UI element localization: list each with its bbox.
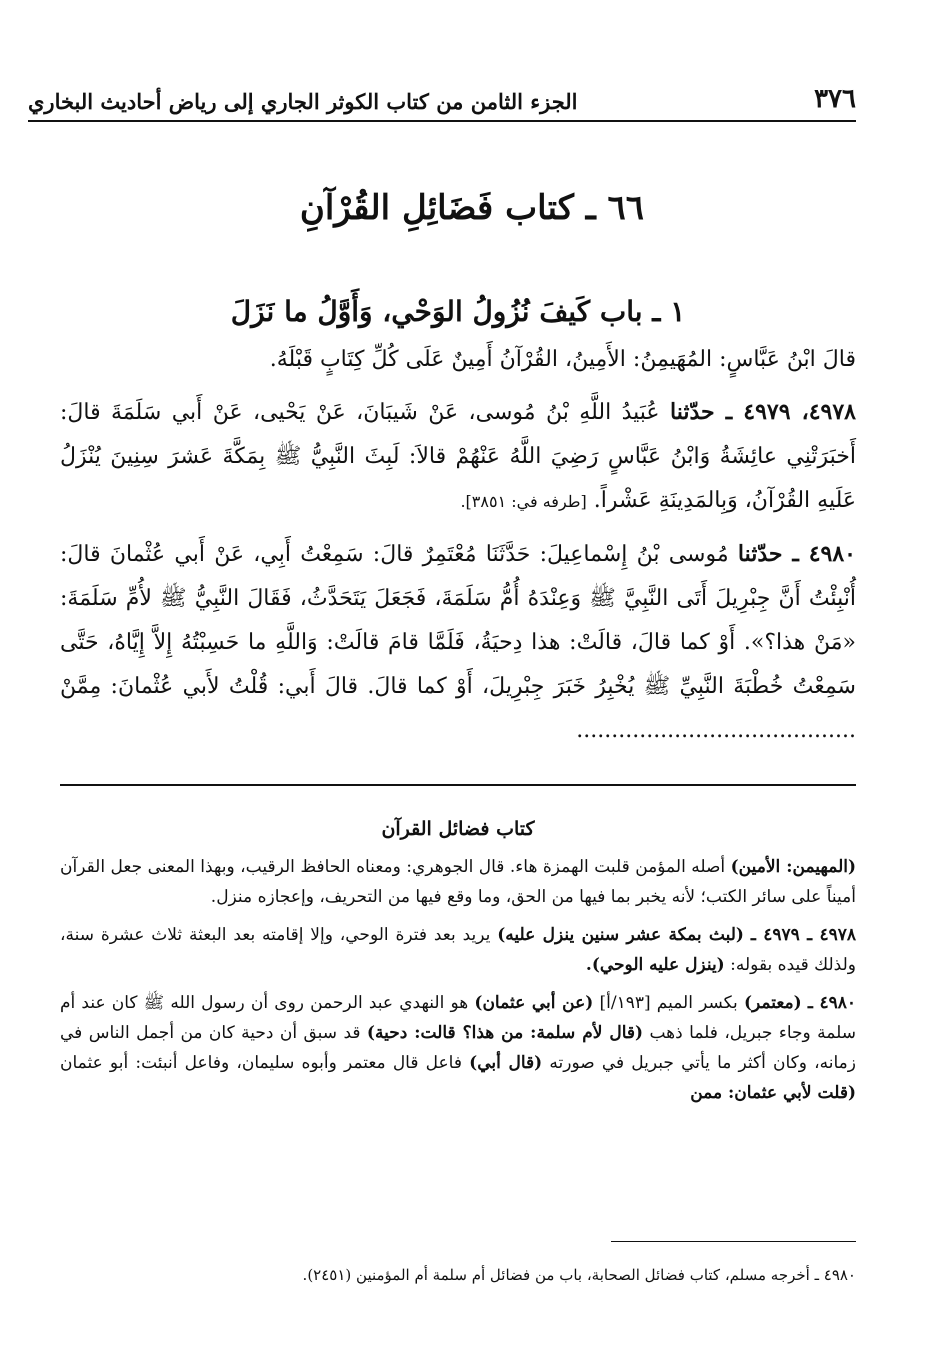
commentary-term: (المهيمن: الأمين) xyxy=(730,857,857,877)
commentary xyxy=(60,818,856,1108)
commentary-number: ٤٩٧٨ ـ ٤٩٧٩ ـ xyxy=(750,925,856,945)
commentary-text: فاعل قال معتمر وأبوه سليمان، وفاعل أنبئت: أبو عثمان xyxy=(60,1053,462,1073)
running-title: الجزء الثامن من كتاب الكوثر الجاري إلى رياض أحاديث البخاري xyxy=(28,89,578,114)
hadith-number: ٤٩٨٠ ـ حدّثنا xyxy=(737,541,856,567)
hadith-body: مُوسى بْنُ إِسْماعِيلَ: حَدَّثَنَا مُعْتَمِرٌ قالَ: سَمِعْتُ أَبِي، عَنْ أَبي عُثْمانَ قالَ: أُنْبِئْتُ أَنَّ جِبْرِيلَ أَتَى النَّبِيَّ ﷺ وَعِنْدَهُ أُمُّ سَلَمَةَ، فَجَعَلَ يَتَحَدَّثُ، فَقَالَ النَّبِيُّ ﷺ لأُمِّ سَلَمَةَ: «مَنْ هذا؟». أَوْ كما قالَ، قالَتْ: هذا دِحيَةُ، فَلَمَّا قامَ قالَتْ: وَاللَّهِ ما حَسِبْتُهُ إِلاَّ إِيَّاهُ، حَتَّى سَمِعْتُ خُطْبَةَ النَّبِيِّ ﷺ يُخْبِرُ خَبَرَ جِبْرِيلَ، أَوْ كما قالَ. قالَ أَبي: قُلْتُ لأَبي عُثْمانَ: مِمَّنْ ........................................ xyxy=(60,542,856,743)
commentary-text: بكسر الميم [١٩٣/أ] xyxy=(599,993,738,1013)
hadith-text xyxy=(60,292,856,753)
commentary-text: يريد بعد فترة الوحي، وإلا إقامته بعد البعثة ثلاث عشرة سنة، ولذلك قيده بقوله: xyxy=(60,925,856,975)
commentary-number: ٤٩٨٠ ـ xyxy=(807,993,857,1013)
paragraph-quote: قالَ ابْنُ عَبَّاسٍ: المُهَيمِنُ: الأَمِينُ، القُرْآنُ أَمِينٌ عَلَى كُلِّ كِتَابٍ قَبْلَهُ. xyxy=(269,347,856,372)
hadith-body: عُبَيدُ اللَّهِ بْنُ مُوسى، عَنْ شَيبَانَ، عَنْ يَحْيى، عَنْ أَبي سَلَمَةَ قالَ: أَخبَرَتْنِي عائِشَةُ وَابْنُ عَبَّاسٍ رَضِيَ اللَّهُ عَنْهُمْ قالاَ: لَبِثَ النَّبِيُّ ﷺ بِمَكَّةَ عَشرَ سِنِينَ يُنْزَلُ عَلَيهِ القُرْآنُ، وَبِالمَدِينَةِ عَشْراً. xyxy=(60,400,856,513)
footnote-rule xyxy=(611,1241,856,1242)
commentary-text: أصله المؤمن قلبت الهمزة هاء. قال الجوهري: ومعناه الحافظ الرقيب، وبهذا المعنى جعل القرآن أميناً على سائر الكتب؛ لأنه يخبر بما فيها من الحق، وما وقع فيها من التحريف، وإعجازه منزل. xyxy=(60,857,856,907)
commentary-paragraph xyxy=(60,852,856,912)
hadith-4978-4979 xyxy=(60,390,856,524)
page-number: ٣٧٦ xyxy=(814,84,856,114)
commentary-text: هو النهدي عبد الرحمن روى أن رسول الله ﷺ كان عند أم سلمة وجاء جبريل، فلما ذهب xyxy=(60,993,856,1043)
hadith-number: ٤٩٧٨، ٤٩٧٩ ـ حدّثنا xyxy=(670,399,856,425)
section-divider xyxy=(60,784,856,786)
commentary-term: (قلت لأبي عثمان: ممن xyxy=(690,1083,856,1103)
cross-reference: [طرفه في: ٣٨٥١]. xyxy=(460,492,587,511)
hadith-4980 xyxy=(60,532,856,753)
commentary-term: (معتمر) xyxy=(743,993,802,1013)
commentary-term: (عن أبي عثمان) xyxy=(474,993,594,1013)
commentary-title: كتاب فضائل القرآن xyxy=(381,818,535,840)
commentary-paragraph xyxy=(60,988,856,1108)
book-section-title: ٦٦ ـ كتاب فَضَائِلِ القُرْآنِ xyxy=(299,188,645,228)
commentary-term: (لبث بمكة عشر سنين ينزل عليه) xyxy=(497,925,744,945)
chapter-title: ١ ـ باب كَيفَ نُزُولُ الوَحْي، وَأَوَّلُ ما نَزَلَ xyxy=(230,295,686,328)
commentary-term: (قال أبي) xyxy=(469,1053,543,1073)
commentary-term: (قال لأم سلمة: من هذا؟ قالت: دحية) xyxy=(366,1023,644,1043)
page-header xyxy=(28,58,856,122)
commentary-term: (ينزل عليه الوحي). xyxy=(585,955,725,975)
footnote: ٤٩٨٠ ـ أخرجه مسلم، كتاب فضائل الصحابة، باب من فضائل أم سلمة أم المؤمنين (٢٤٥١). xyxy=(302,1266,856,1284)
commentary-text: قد سبق أن دحية كان من أجمل الناس في زمانه، وكان أكثر ما يأتي جبريل في صورته xyxy=(60,1023,856,1073)
commentary-paragraph xyxy=(60,920,856,980)
